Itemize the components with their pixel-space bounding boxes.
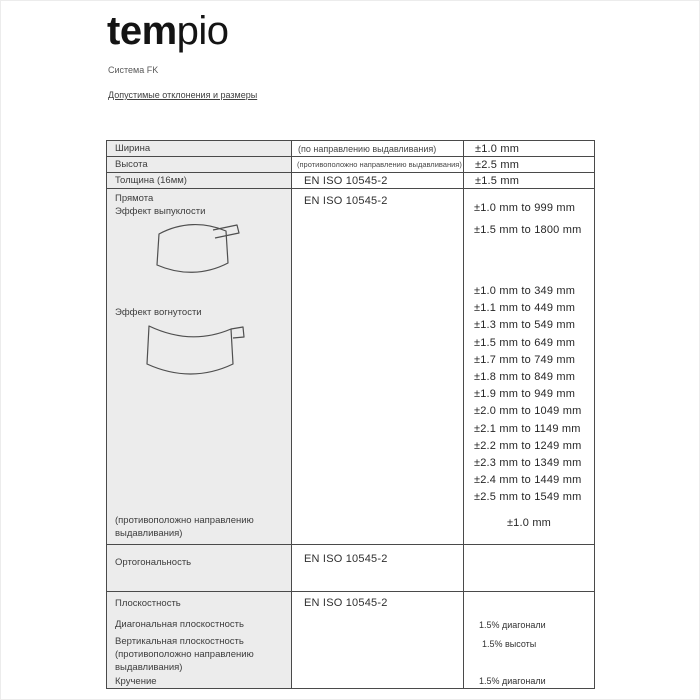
concave-effect-label: Эффект вогнутости	[115, 307, 202, 318]
tolerance-value: ±1.0 mm to 999 mm	[474, 202, 576, 214]
tolerance-table	[106, 140, 595, 689]
list-item: ±2.1 mm to 1149 mm	[474, 422, 581, 435]
standard-reference: EN ISO 10545-2	[304, 174, 388, 187]
list-item: ±1.5 mm to 649 mm	[474, 336, 576, 349]
tolerance-value: ±1.5 mm	[475, 174, 520, 187]
system-label: Система FK	[108, 65, 159, 75]
list-item: ±2.5 mm to 1549 mm	[474, 491, 582, 504]
cell-flatness-label	[107, 592, 292, 688]
row-label: Прямота	[115, 193, 154, 204]
table-row-flatness	[107, 592, 594, 688]
standard-reference: EN ISO 10545-2	[304, 553, 388, 565]
cell-thickness-value	[464, 173, 594, 188]
brand-logo	[107, 9, 229, 54]
convex-effect-label: Эффект выпуклости	[115, 206, 206, 217]
cell-straightness-method	[292, 189, 464, 544]
list-item: ±1.9 mm to 949 mm	[474, 388, 576, 401]
list-item: ±1.7 mm to 749 mm	[474, 353, 576, 366]
cell-orthogonality-value	[464, 545, 594, 591]
table-row-thickness	[107, 173, 594, 189]
cell-straightness-values	[464, 189, 594, 544]
vertical-flatness-value: 1.5% высоты	[482, 639, 537, 649]
list-item: ±1.8 mm to 849 mm	[474, 371, 576, 384]
row-label: Ортогональность	[115, 557, 192, 568]
table-row-straightness	[107, 189, 594, 545]
row-label: Толщина (16мм)	[115, 175, 187, 186]
tolerance-value: ±2.5 mm	[475, 158, 520, 171]
diagonal-flatness-value: 1.5% диагонали	[479, 620, 546, 630]
table-row-orthogonality	[107, 545, 594, 592]
cell-height-method	[292, 157, 464, 172]
torsion-value: 1.5% диагонали	[479, 676, 546, 686]
cell-thickness-method	[292, 173, 464, 188]
cell-height-value	[464, 157, 594, 172]
row-label: Ширина	[115, 143, 151, 154]
logo-text-bold: tem	[107, 9, 177, 53]
cell-orthogonality-method	[292, 545, 464, 591]
tolerance-value: ±1.5 mm to 1800 mm	[474, 224, 582, 236]
cell-flatness-values	[464, 592, 594, 688]
cell-thickness-label	[107, 173, 292, 188]
cell-width-method	[292, 141, 464, 156]
logo-text-light: pio	[176, 9, 229, 53]
standard-reference: EN ISO 10545-2	[304, 597, 388, 609]
convex-effect-diagram	[153, 220, 245, 278]
list-item: ±1.0 mm to 349 mm	[474, 285, 576, 297]
cell-flatness-method	[292, 592, 464, 688]
row-label: Высота	[115, 159, 148, 170]
concave-effect-diagram	[147, 322, 247, 384]
cell-width-value	[464, 141, 594, 156]
cell-straightness-label	[107, 189, 292, 544]
section-link[interactable]: Допустимые отклонения и размеры	[108, 90, 258, 100]
standard-reference: EN ISO 10545-2	[304, 195, 388, 207]
cell-height-label	[107, 157, 292, 172]
list-item: ±2.4 mm to 1449 mm	[474, 474, 582, 487]
cell-width-label	[107, 141, 292, 156]
list-item: ±1.3 mm to 549 mm	[474, 319, 576, 332]
opposite-direction-value: ±1.0 mm	[506, 517, 552, 529]
list-item: ±2.2 mm to 1249 mm	[474, 439, 582, 452]
method-note: (противоположно направлению выдавливания)	[297, 160, 462, 169]
list-item: ±1.1 mm to 449 mm	[474, 302, 576, 315]
diagonal-flatness-label: Диагональная плоскостность	[115, 619, 244, 630]
length-tolerance-list	[474, 283, 581, 507]
cell-orthogonality-label	[107, 545, 292, 591]
torsion-label: Кручение	[115, 676, 157, 687]
table-row-height	[107, 157, 594, 173]
tolerance-value: ±1.0 mm	[475, 142, 520, 155]
opposite-direction-note: (противоположно направлению выдавливания)	[115, 649, 254, 673]
row-label: Плоскостность	[115, 598, 181, 609]
method-note: (по направлению выдавливания)	[298, 143, 437, 154]
table-row-width	[107, 141, 594, 157]
list-item: ±2.3 mm to 1349 mm	[474, 457, 582, 470]
vertical-flatness-label: Вертикальная плоскостность	[115, 636, 244, 647]
opposite-direction-note: (противоположно направлению выдавливания)	[115, 515, 254, 539]
list-item: ±2.0 mm to 1049 mm	[474, 405, 582, 418]
